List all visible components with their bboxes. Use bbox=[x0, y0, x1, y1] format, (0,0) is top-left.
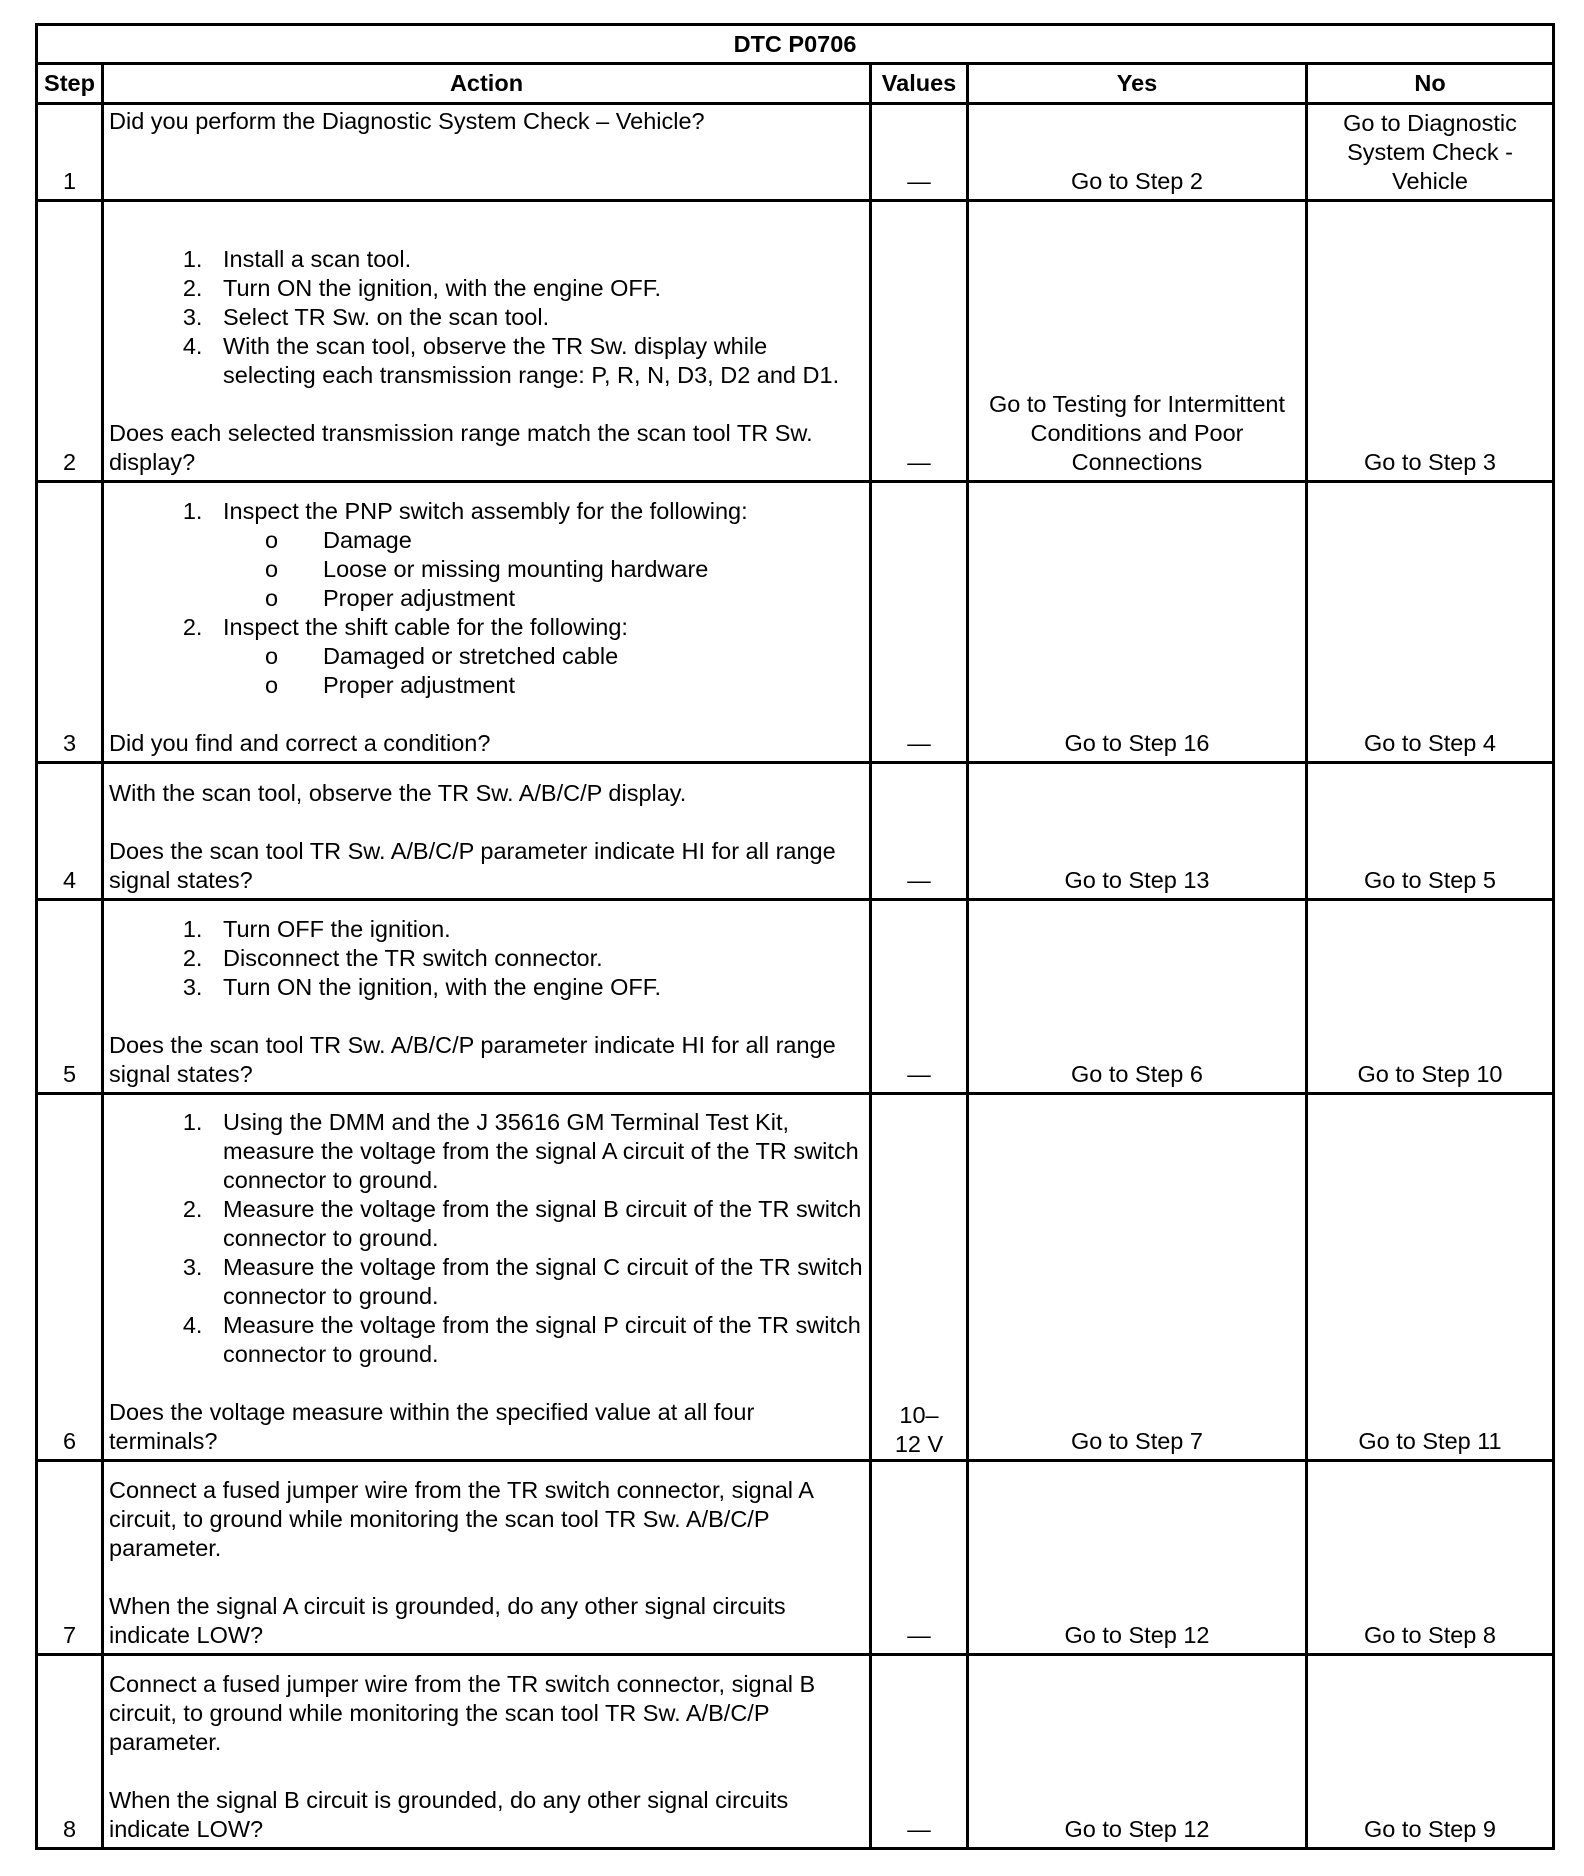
action-steps bbox=[109, 915, 864, 1002]
table-row bbox=[37, 1461, 1554, 1655]
action-question: When the signal A circuit is grounded, do any other signal circuits indicate LOW? bbox=[109, 1593, 786, 1648]
step-number: 8 bbox=[37, 1655, 103, 1849]
action-step: 3. Select TR Sw. on the scan tool. bbox=[209, 303, 864, 332]
table-row bbox=[37, 900, 1554, 1094]
action-cell bbox=[103, 482, 871, 763]
no-cell: Go to Step 10 bbox=[1307, 900, 1554, 1094]
action-question: Did you find and correct a condition? bbox=[109, 730, 491, 756]
step-number: 6 bbox=[37, 1094, 103, 1461]
sub-item: o Proper adjustment bbox=[293, 671, 864, 700]
action-step bbox=[209, 497, 864, 613]
action-step: 4. With the scan tool, observe the TR Sw. display while selecting each transmission range: P, R, N, D3, D2 and D1. bbox=[209, 332, 864, 390]
action-step: 1. Install a scan tool. bbox=[209, 245, 864, 274]
step-number: 1 bbox=[37, 104, 103, 201]
action-question: When the signal B circuit is grounded, do any other signal circuits indicate LOW? bbox=[109, 1787, 789, 1842]
action-step-text: Inspect the shift cable for the following: bbox=[223, 614, 628, 640]
action-cell bbox=[103, 900, 871, 1094]
yes-cell: Go to Step 12 bbox=[968, 1461, 1307, 1655]
header-row bbox=[37, 64, 1554, 104]
action-step: 3. Turn ON the ignition, with the engine OFF. bbox=[209, 973, 864, 1002]
header-no: No bbox=[1307, 64, 1554, 104]
action-question: Did you perform the Diagnostic System Check – Vehicle? bbox=[109, 108, 705, 134]
action-step: 1. Turn OFF the ignition. bbox=[209, 915, 864, 944]
table-row bbox=[37, 1094, 1554, 1461]
table-title: DTC P0706 bbox=[37, 25, 1554, 64]
step-number: 5 bbox=[37, 900, 103, 1094]
header-step: Step bbox=[37, 64, 103, 104]
no-cell: Go to Step 5 bbox=[1307, 763, 1554, 900]
action-intro: Connect a fused jumper wire from the TR switch connector, signal A circuit, to ground while monitoring the scan tool TR Sw. A/B/C/P parameter. bbox=[109, 1477, 813, 1561]
no-cell: Go to Step 3 bbox=[1307, 201, 1554, 482]
yes-cell: Go to Step 13 bbox=[968, 763, 1307, 900]
action-cell bbox=[103, 201, 871, 482]
value-cell: — bbox=[871, 1461, 968, 1655]
value-cell: — bbox=[871, 482, 968, 763]
no-cell: Go to Step 9 bbox=[1307, 1655, 1554, 1849]
value-cell: — bbox=[871, 104, 968, 201]
action-question: Does the scan tool TR Sw. A/B/C/P parameter indicate HI for all range signal states? bbox=[109, 838, 836, 893]
action-question: Does the voltage measure within the specified value at all four terminals? bbox=[109, 1399, 755, 1454]
table-row bbox=[37, 201, 1554, 482]
no-cell: Go to Diagnostic System Check - Vehicle bbox=[1307, 104, 1554, 201]
step-number: 4 bbox=[37, 763, 103, 900]
dtc-table bbox=[35, 23, 1555, 1850]
action-step bbox=[209, 613, 864, 700]
action-question: Does each selected transmission range match the scan tool TR Sw. display? bbox=[109, 420, 813, 475]
sub-item: o Proper adjustment bbox=[293, 584, 864, 613]
sub-item: o Loose or missing mounting hardware bbox=[293, 555, 864, 584]
yes-cell: Go to Step 6 bbox=[968, 900, 1307, 1094]
action-steps bbox=[109, 497, 864, 700]
header-yes: Yes bbox=[968, 64, 1307, 104]
yes-cell: Go to Step 16 bbox=[968, 482, 1307, 763]
title-row bbox=[37, 25, 1554, 64]
action-steps bbox=[109, 245, 864, 390]
action-step: 2. Measure the voltage from the signal B circuit of the TR switch connector to ground. bbox=[209, 1195, 864, 1253]
action-step: 3. Measure the voltage from the signal C circuit of the TR switch connector to ground. bbox=[209, 1253, 864, 1311]
action-cell bbox=[103, 1461, 871, 1655]
table-row bbox=[37, 763, 1554, 900]
header-action: Action bbox=[103, 64, 871, 104]
header-values: Values bbox=[871, 64, 968, 104]
action-cell bbox=[103, 1094, 871, 1461]
action-cell bbox=[103, 1655, 871, 1849]
action-cell bbox=[103, 763, 871, 900]
value-cell: — bbox=[871, 1655, 968, 1849]
action-step: 1. Using the DMM and the J 35616 GM Terminal Test Kit, measure the voltage from the signal A circuit of the TR switch connector to ground. bbox=[209, 1108, 864, 1195]
value-cell: — bbox=[871, 763, 968, 900]
value-cell: — bbox=[871, 900, 968, 1094]
step-number: 2 bbox=[37, 201, 103, 482]
value-cell: — bbox=[871, 201, 968, 482]
no-cell: Go to Step 11 bbox=[1307, 1094, 1554, 1461]
sub-list bbox=[223, 526, 864, 613]
sub-list bbox=[223, 642, 864, 700]
yes-cell: Go to Step 2 bbox=[968, 104, 1307, 201]
no-cell: Go to Step 8 bbox=[1307, 1461, 1554, 1655]
action-steps bbox=[109, 1108, 864, 1369]
yes-cell: Go to Step 7 bbox=[968, 1094, 1307, 1461]
action-intro: Connect a fused jumper wire from the TR switch connector, signal B circuit, to ground while monitoring the scan tool TR Sw. A/B/C/P parameter. bbox=[109, 1671, 816, 1755]
value-cell: 10–12 V bbox=[871, 1094, 968, 1461]
yes-cell: Go to Step 12 bbox=[968, 1655, 1307, 1849]
table-row bbox=[37, 482, 1554, 763]
sub-item: o Damage bbox=[293, 526, 864, 555]
action-step: 2. Disconnect the TR switch connector. bbox=[209, 944, 864, 973]
table-row bbox=[37, 104, 1554, 201]
action-step: 2. Turn ON the ignition, with the engine OFF. bbox=[209, 274, 864, 303]
step-number: 3 bbox=[37, 482, 103, 763]
no-cell: Go to Step 4 bbox=[1307, 482, 1554, 763]
action-step-text: Inspect the PNP switch assembly for the following: bbox=[223, 498, 748, 524]
table-row bbox=[37, 1655, 1554, 1849]
yes-cell: Go to Testing for Intermittent Conditions and Poor Connections bbox=[968, 201, 1307, 482]
sub-item: o Damaged or stretched cable bbox=[293, 642, 864, 671]
action-intro: With the scan tool, observe the TR Sw. A/B/C/P display. bbox=[109, 780, 687, 806]
action-step: 4. Measure the voltage from the signal P circuit of the TR switch connector to ground. bbox=[209, 1311, 864, 1369]
action-cell bbox=[103, 104, 871, 201]
action-question: Does the scan tool TR Sw. A/B/C/P parameter indicate HI for all range signal states? bbox=[109, 1032, 836, 1087]
step-number: 7 bbox=[37, 1461, 103, 1655]
